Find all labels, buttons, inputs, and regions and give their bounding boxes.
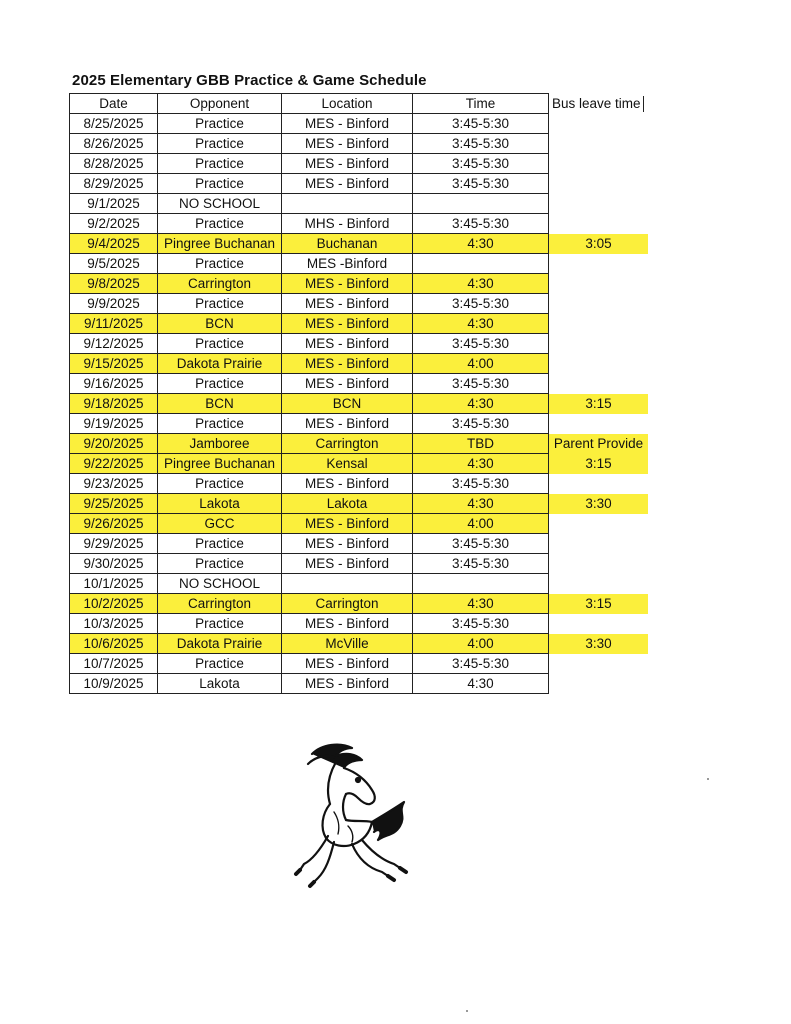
cell-time: 4:30 — [413, 674, 549, 694]
cell-location: MES - Binford — [282, 314, 413, 334]
cell-bus: 3:30 — [549, 634, 649, 654]
cell-time: 3:45-5:30 — [413, 534, 549, 554]
cell-opponent: Carrington — [158, 274, 282, 294]
cell-bus — [549, 554, 649, 574]
cell-location: Carrington — [282, 594, 413, 614]
cell-date: 9/23/2025 — [70, 474, 158, 494]
cell-opponent: Jamboree — [158, 434, 282, 454]
cell-time: 4:30 — [413, 394, 549, 414]
cell-date: 10/9/2025 — [70, 674, 158, 694]
cell-location: MES - Binford — [282, 514, 413, 534]
table-row — [70, 554, 649, 574]
cell-location: MES - Binford — [282, 474, 413, 494]
cell-location: MES - Binford — [282, 614, 413, 634]
table-row — [70, 434, 649, 454]
schedule-table — [69, 93, 649, 694]
cell-time: 3:45-5:30 — [413, 654, 549, 674]
cell-bus: 3:15 — [549, 594, 649, 614]
cell-bus — [549, 474, 649, 494]
table-row — [70, 414, 649, 434]
cell-opponent: Practice — [158, 374, 282, 394]
table-row — [70, 214, 649, 234]
cell-time — [413, 574, 549, 594]
cell-location: Lakota — [282, 494, 413, 514]
table-row — [70, 314, 649, 334]
header-bus-label: Bus leave time — [552, 96, 641, 111]
cell-opponent: Practice — [158, 414, 282, 434]
table-row — [70, 354, 649, 374]
cell-time: 4:30 — [413, 314, 549, 334]
cell-time: 3:45-5:30 — [413, 474, 549, 494]
cell-location: MES - Binford — [282, 374, 413, 394]
table-row — [70, 334, 649, 354]
cell-opponent: Lakota — [158, 494, 282, 514]
cell-date: 9/18/2025 — [70, 394, 158, 414]
cell-location: MES - Binford — [282, 274, 413, 294]
cell-location: Kensal — [282, 454, 413, 474]
table-row — [70, 594, 649, 614]
table-row — [70, 514, 649, 534]
cell-bus — [549, 154, 649, 174]
cell-opponent: Practice — [158, 174, 282, 194]
cell-time: 3:45-5:30 — [413, 374, 549, 394]
cell-time: 4:00 — [413, 634, 549, 654]
cell-opponent: Practice — [158, 214, 282, 234]
mustang-icon — [282, 742, 412, 897]
cell-location: MES - Binford — [282, 414, 413, 434]
cell-location: MES - Binford — [282, 674, 413, 694]
cell-time: 3:45-5:30 — [413, 334, 549, 354]
cell-bus — [549, 374, 649, 394]
cell-date: 9/5/2025 — [70, 254, 158, 274]
cell-bus — [549, 194, 649, 214]
cell-opponent: Pingree Buchanan — [158, 454, 282, 474]
cell-date: 9/4/2025 — [70, 234, 158, 254]
cell-location — [282, 574, 413, 594]
table-row — [70, 294, 649, 314]
table-row — [70, 114, 649, 134]
cell-date: 9/15/2025 — [70, 354, 158, 374]
cell-time: 3:45-5:30 — [413, 294, 549, 314]
cell-location: MES -Binford — [282, 254, 413, 274]
table-row — [70, 454, 649, 474]
cell-time: 3:45-5:30 — [413, 174, 549, 194]
cell-location: MES - Binford — [282, 354, 413, 374]
page-title: 2025 Elementary GBB Practice & Game Schedule — [72, 72, 427, 89]
cell-opponent: Carrington — [158, 594, 282, 614]
cell-opponent: Practice — [158, 114, 282, 134]
cell-date: 8/29/2025 — [70, 174, 158, 194]
cell-opponent: Dakota Prairie — [158, 354, 282, 374]
cell-time: 4:00 — [413, 514, 549, 534]
cell-location: MES - Binford — [282, 134, 413, 154]
cell-opponent: NO SCHOOL — [158, 194, 282, 214]
cell-bus — [549, 574, 649, 594]
cell-date: 10/2/2025 — [70, 594, 158, 614]
cell-time: TBD — [413, 434, 549, 454]
cell-date: 9/1/2025 — [70, 194, 158, 214]
cell-location: MES - Binford — [282, 114, 413, 134]
cell-time: 4:30 — [413, 494, 549, 514]
cell-location: Carrington — [282, 434, 413, 454]
table-row — [70, 154, 649, 174]
cell-opponent: Practice — [158, 614, 282, 634]
cell-date: 8/26/2025 — [70, 134, 158, 154]
cell-opponent: Practice — [158, 294, 282, 314]
table-row — [70, 274, 649, 294]
cell-opponent: Practice — [158, 154, 282, 174]
cell-bus: 3:15 — [549, 454, 649, 474]
header-location: Location — [282, 94, 413, 114]
cell-location: MES - Binford — [282, 534, 413, 554]
cell-date: 9/22/2025 — [70, 454, 158, 474]
cell-location: MES - Binford — [282, 334, 413, 354]
cell-date: 8/25/2025 — [70, 114, 158, 134]
scan-speck — [466, 1010, 468, 1012]
cell-location: MES - Binford — [282, 654, 413, 674]
table-row — [70, 634, 649, 654]
cell-bus — [549, 654, 649, 674]
cell-date: 10/3/2025 — [70, 614, 158, 634]
cell-date: 9/11/2025 — [70, 314, 158, 334]
cell-opponent: BCN — [158, 314, 282, 334]
cell-date: 9/29/2025 — [70, 534, 158, 554]
cell-date: 10/6/2025 — [70, 634, 158, 654]
header-bus-leave-time — [549, 94, 649, 114]
cell-time: 4:30 — [413, 234, 549, 254]
cell-date: 9/20/2025 — [70, 434, 158, 454]
cell-location: MES - Binford — [282, 554, 413, 574]
cell-date: 9/8/2025 — [70, 274, 158, 294]
table-row — [70, 234, 649, 254]
cursor-bar — [643, 96, 645, 112]
table-row — [70, 394, 649, 414]
cell-bus: 3:30 — [549, 494, 649, 514]
cell-date: 9/2/2025 — [70, 214, 158, 234]
cell-bus — [549, 514, 649, 534]
table-row — [70, 654, 649, 674]
cell-date: 9/19/2025 — [70, 414, 158, 434]
cell-date: 10/1/2025 — [70, 574, 158, 594]
cell-time: 3:45-5:30 — [413, 154, 549, 174]
cell-bus — [549, 174, 649, 194]
cell-location: MES - Binford — [282, 154, 413, 174]
cell-time: 3:45-5:30 — [413, 614, 549, 634]
cell-time: 4:30 — [413, 274, 549, 294]
cell-time — [413, 254, 549, 274]
header-time: Time — [413, 94, 549, 114]
cell-date: 9/12/2025 — [70, 334, 158, 354]
cell-date: 9/26/2025 — [70, 514, 158, 534]
table-row — [70, 254, 649, 274]
cell-bus — [549, 294, 649, 314]
cell-bus — [549, 674, 649, 694]
cell-opponent: Practice — [158, 254, 282, 274]
cell-time: 3:45-5:30 — [413, 214, 549, 234]
cell-time: 3:45-5:30 — [413, 414, 549, 434]
cell-time: 4:30 — [413, 454, 549, 474]
cell-date: 9/25/2025 — [70, 494, 158, 514]
cell-location: MHS - Binford — [282, 214, 413, 234]
cell-time — [413, 194, 549, 214]
cell-bus — [549, 314, 649, 334]
cell-date: 9/30/2025 — [70, 554, 158, 574]
cell-opponent: BCN — [158, 394, 282, 414]
cell-bus — [549, 334, 649, 354]
cell-bus: 3:15 — [549, 394, 649, 414]
table-row — [70, 534, 649, 554]
cell-opponent: Practice — [158, 534, 282, 554]
cell-opponent: Dakota Prairie — [158, 634, 282, 654]
cell-opponent: Practice — [158, 474, 282, 494]
schedule-body — [70, 114, 649, 694]
cell-location: BCN — [282, 394, 413, 414]
cell-opponent: Practice — [158, 654, 282, 674]
table-row — [70, 194, 649, 214]
cell-time: 4:00 — [413, 354, 549, 374]
cell-bus — [549, 414, 649, 434]
table-row — [70, 674, 649, 694]
cell-bus — [549, 114, 649, 134]
cell-location: MES - Binford — [282, 174, 413, 194]
cell-opponent: Pingree Buchanan — [158, 234, 282, 254]
cell-date: 10/7/2025 — [70, 654, 158, 674]
table-row — [70, 494, 649, 514]
table-row — [70, 474, 649, 494]
header-opponent: Opponent — [158, 94, 282, 114]
cell-date: 9/9/2025 — [70, 294, 158, 314]
cell-date: 8/28/2025 — [70, 154, 158, 174]
cell-opponent: Practice — [158, 134, 282, 154]
cell-location: McVille — [282, 634, 413, 654]
table-row — [70, 374, 649, 394]
cell-bus — [549, 614, 649, 634]
cell-bus: Parent Provide — [549, 434, 649, 454]
table-row — [70, 614, 649, 634]
cell-opponent: Lakota — [158, 674, 282, 694]
scan-speck — [707, 778, 709, 780]
cell-bus: 3:05 — [549, 234, 649, 254]
cell-time: 3:45-5:30 — [413, 134, 549, 154]
cell-bus — [549, 274, 649, 294]
cell-location — [282, 194, 413, 214]
cell-opponent: Practice — [158, 334, 282, 354]
cell-opponent: Practice — [158, 554, 282, 574]
cell-bus — [549, 214, 649, 234]
cell-location: Buchanan — [282, 234, 413, 254]
cell-bus — [549, 534, 649, 554]
table-row — [70, 174, 649, 194]
cell-opponent: NO SCHOOL — [158, 574, 282, 594]
cell-bus — [549, 354, 649, 374]
cell-time: 3:45-5:30 — [413, 554, 549, 574]
cell-time: 4:30 — [413, 594, 549, 614]
table-row — [70, 134, 649, 154]
cell-opponent: GCC — [158, 514, 282, 534]
cell-location: MES - Binford — [282, 294, 413, 314]
cell-time: 3:45-5:30 — [413, 114, 549, 134]
table-row — [70, 574, 649, 594]
cell-bus — [549, 254, 649, 274]
header-row — [70, 94, 649, 114]
cell-bus — [549, 134, 649, 154]
cell-date: 9/16/2025 — [70, 374, 158, 394]
header-date: Date — [70, 94, 158, 114]
